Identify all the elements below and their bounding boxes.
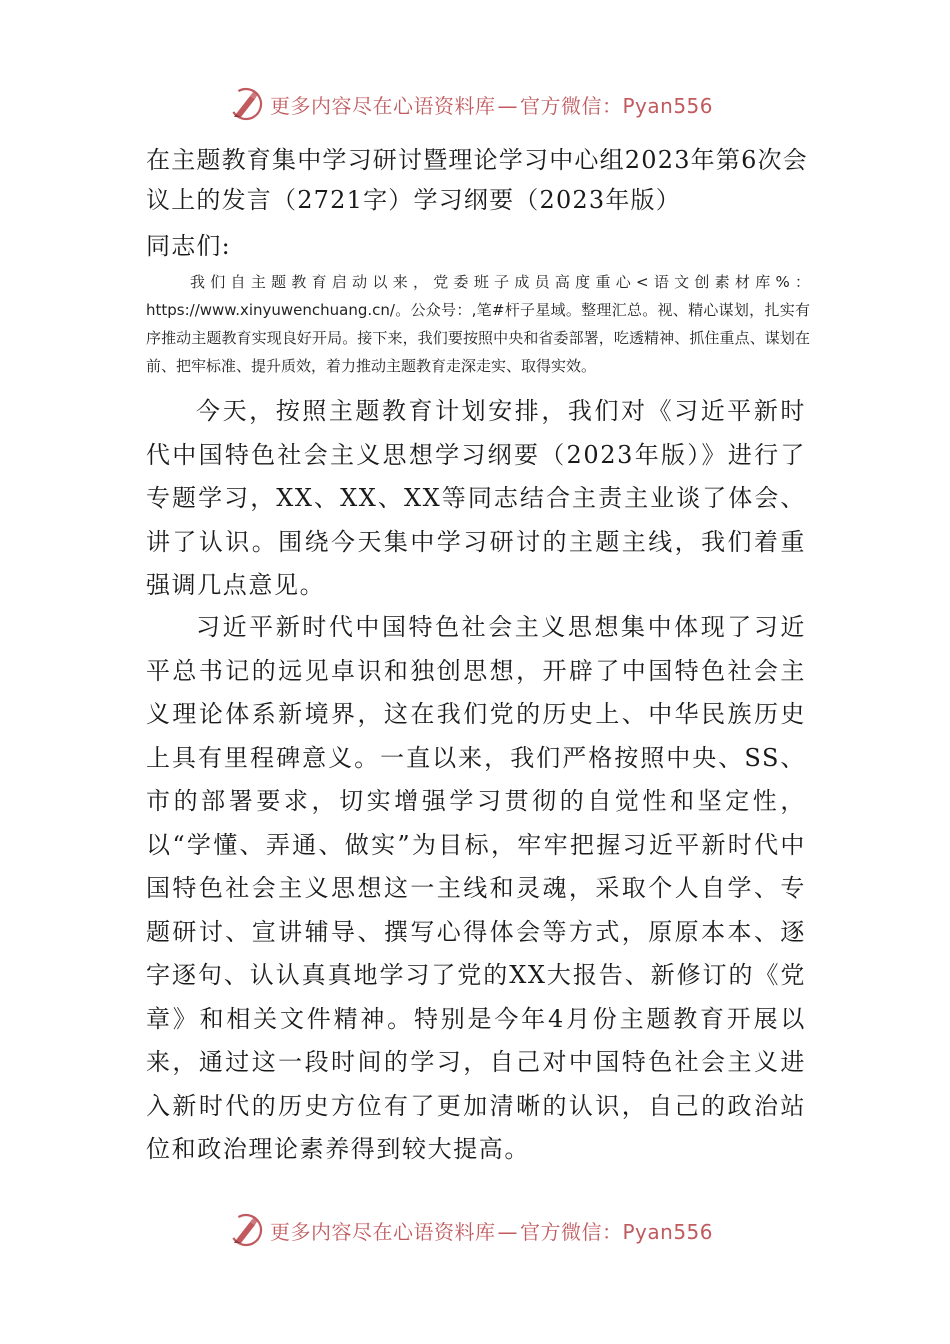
document-title: 在主题教育集中学习研讨暨理论学习中心组2023年第6次会议上的发言（2721字）学习纲要（2023年版） bbox=[146, 146, 808, 214]
body-paragraph: 习近平新时代中国特色社会主义思想集中体现了习近平总书记的远见卓识和独创思想，开辟了中国特色社会主义理论体系新境界，这在我们党的历史上、中华民族历史上具有里程碑意义。一直以来，我们严格按照中央、SS、市的部署要求，切实增强学习贯彻的自觉性和坚定性，以“学懂、弄通、做实”为目标，牢牢把握习近平新时代中国特色社会主义思想这一主线和灵魂，采取个人自学、专题研讨、宣讲辅导、撰写心得体会等方式，原原本本、逐字逐句、认认真真地学习了党的XX大报告、新修订的《党章》和相关文件精神。特别是今年4月份主题教育开展以来，通过这一段时间的学习，自己对中国特色社会主义进入新时代的历史方位有了更加清晰的认识，自己的政治站位和政治理论素养得到较大提高。 bbox=[146, 613, 806, 1163]
greeting: 同志们: bbox=[146, 232, 231, 260]
body-paragraph: 今天，按照主题教育计划安排，我们对《习近平新时代中国特色社会主义思想学习纲要（2023年版）》进行了专题学习，XX、XX、XX等同志结合主责主业谈了体会、讲了认识。围绕今天集中学习研讨的主题主线，我们着重强调几点意见。 bbox=[146, 397, 806, 599]
pen-logo-icon bbox=[228, 1212, 264, 1248]
pen-logo-icon bbox=[228, 86, 264, 122]
watermark-text: 更多内容尽在心语资料库 — 官方微信：Pyan556 bbox=[270, 1219, 714, 1244]
intro-paragraph: 我们自主题教育启动以来，党委班子成员高度重心<语文创素材库%：https://www.xinyuwenchuang.cn/。公众号：,笔#杆子星域。整理汇总。视、精心谋划，扎实有序推动主题教育实现良好开局。接下来，我们要按照中央和省委部署，吃透精神、抓住重点、谋划在前、把牢标准、提升质效，着力推动主题教育走深走实、取得实效。 bbox=[146, 273, 810, 375]
footer-watermark bbox=[228, 1210, 728, 1250]
watermark-text: 更多内容尽在心语资料库 — 官方微信：Pyan556 bbox=[270, 93, 714, 118]
header-watermark bbox=[228, 84, 728, 124]
